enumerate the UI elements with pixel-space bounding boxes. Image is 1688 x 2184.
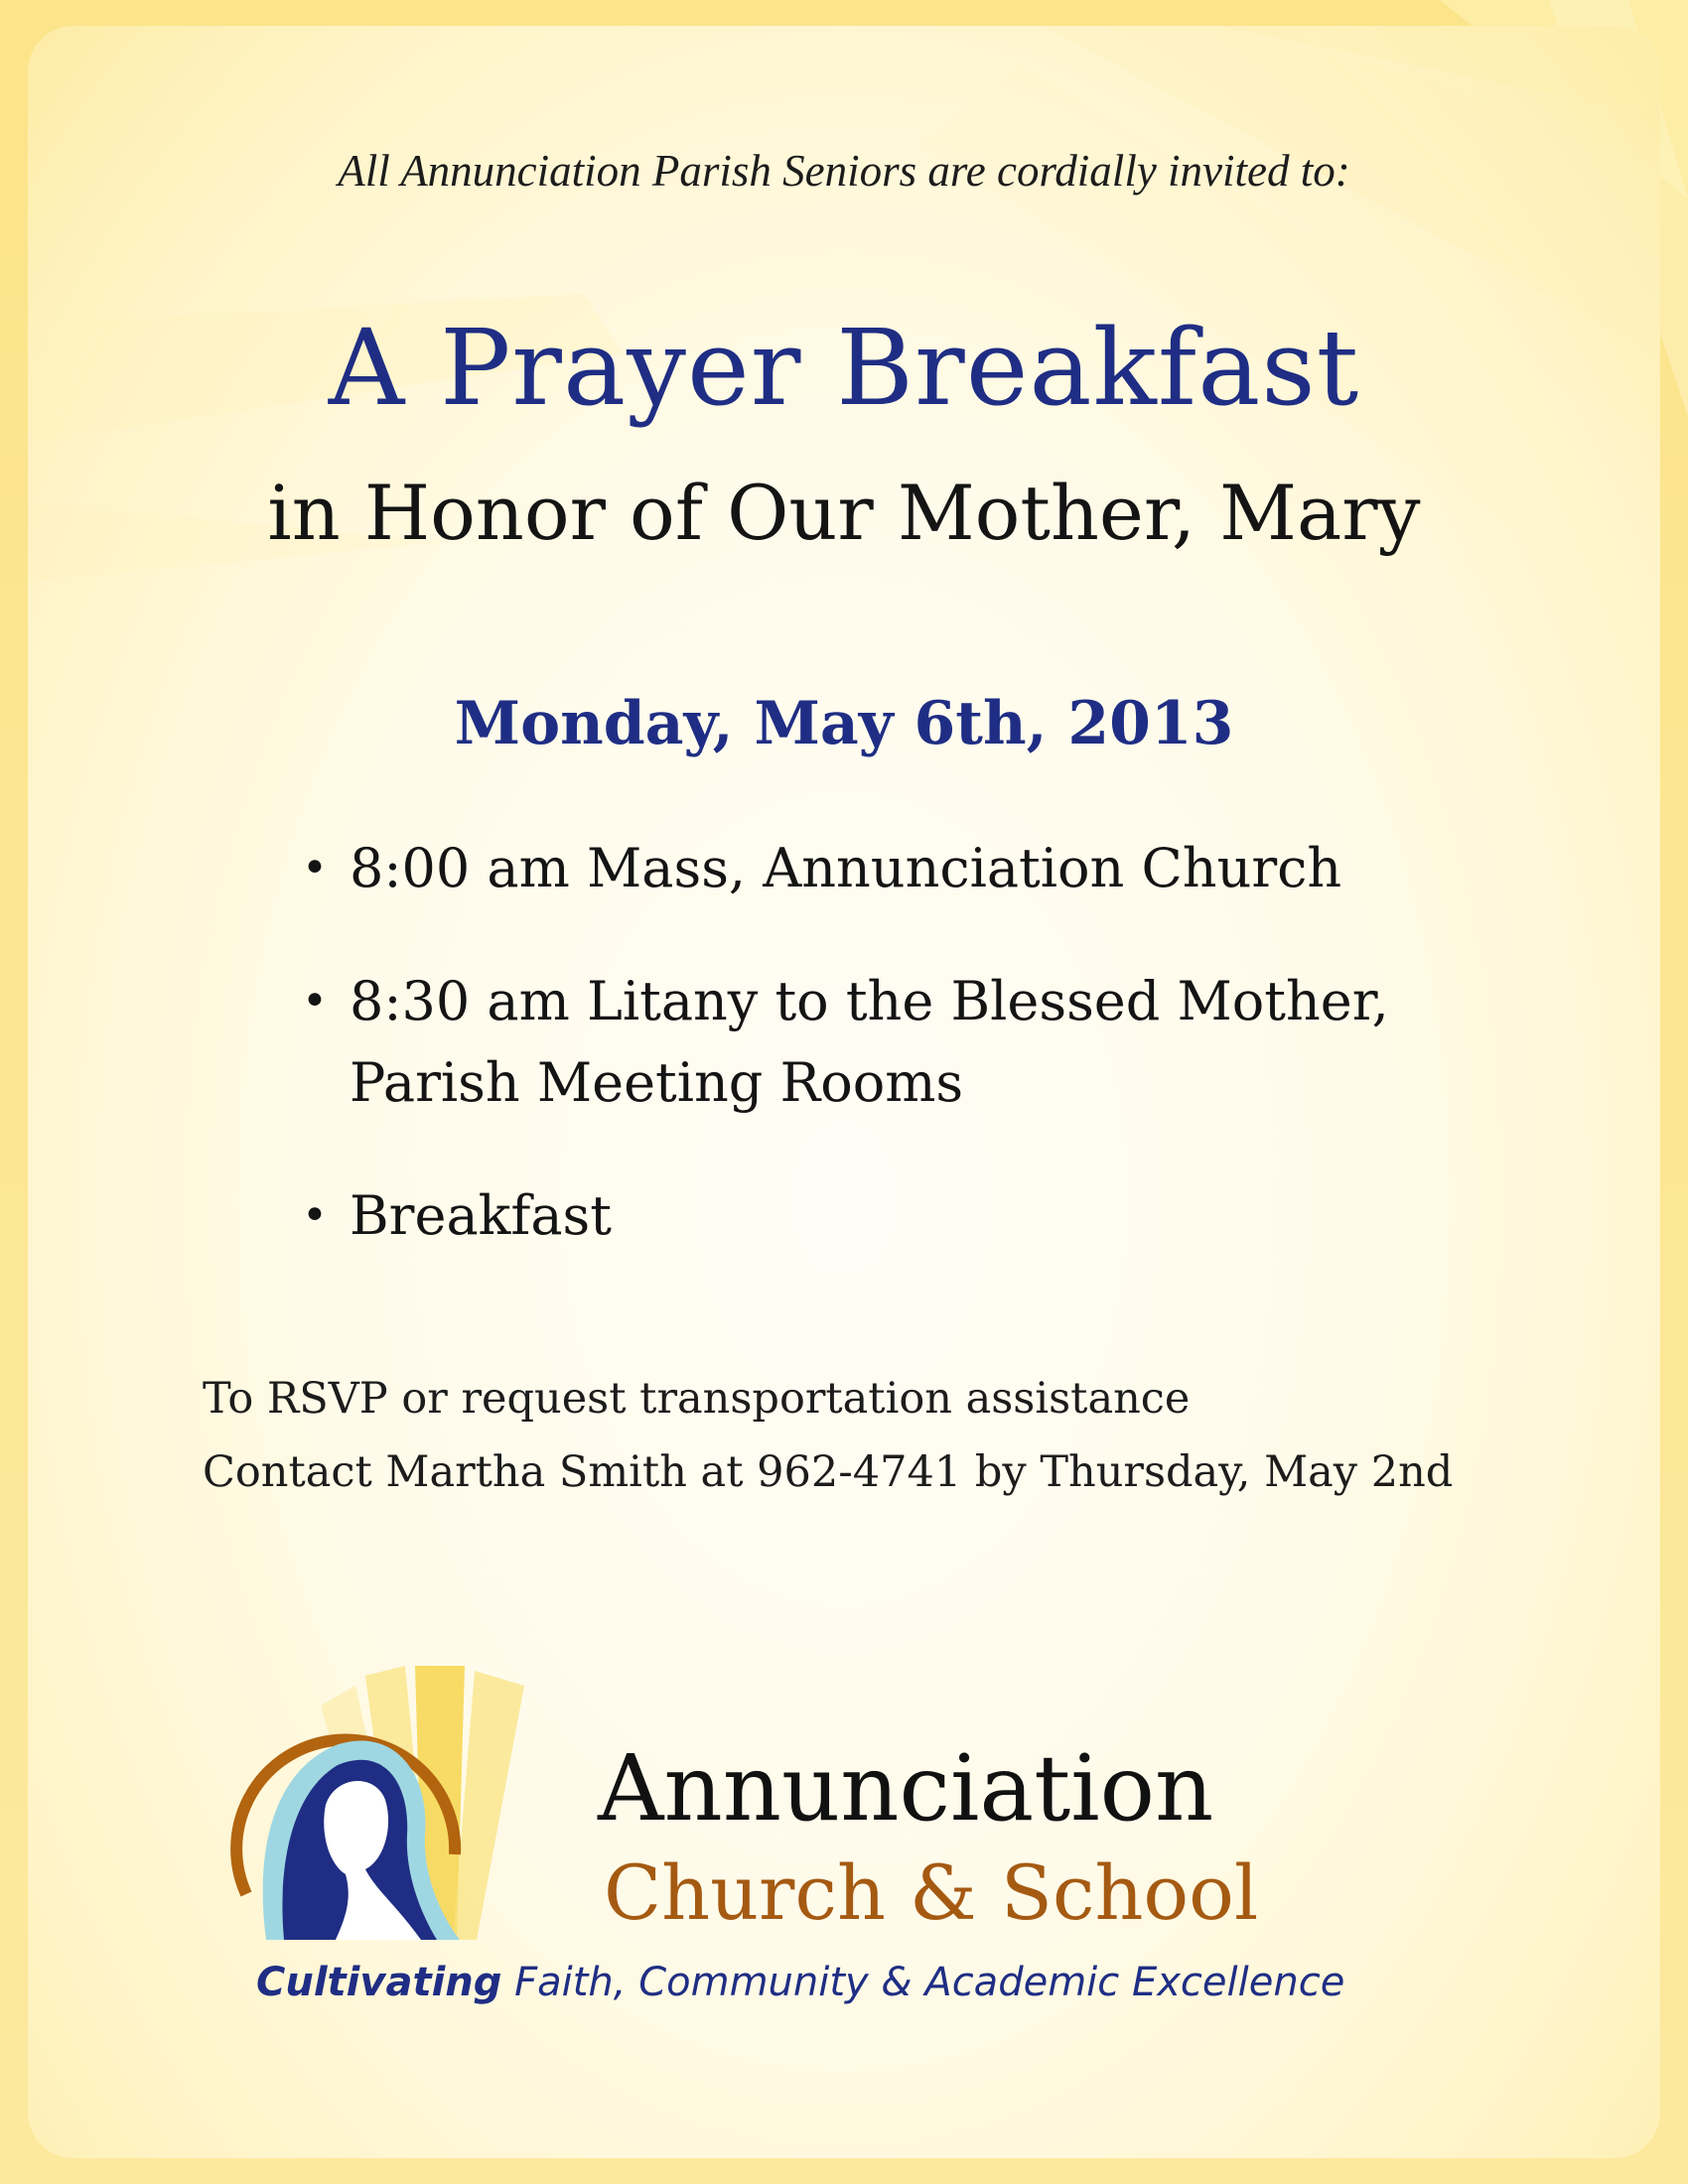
schedule-item-text: Breakfast [350,1184,612,1247]
schedule-item-breakfast [302,1175,1493,1257]
schedule-item-mass [302,828,1493,909]
tagline-emphasis: Cultivating [256,1960,502,2005]
contact-line: Contact Martha Smith at 962-4741 by Thursday, May 2nd [203,1447,1454,1497]
schedule-item-litany [302,961,1493,1124]
invitation-line: All Annunciation Parish Seniors are cordially invited to: [338,146,1350,196]
madonna-logo-icon [226,1666,554,1940]
schedule-list [302,828,1493,1308]
logo-subtitle: Church & School [604,1848,1259,1937]
schedule-item-text: 8:30 am Litany to the Blessed Mother, [350,970,1389,1032]
schedule-item-text: 8:00 am Mass, Annunciation Church [350,837,1342,899]
logo-tagline [256,1960,1344,2005]
tagline-rest: Faith, Community & Academic Excellence [501,1960,1345,2005]
schedule-item-location: Parish Meeting Rooms [350,1051,964,1114]
invitation-card [28,26,1660,2158]
event-title: A Prayer Breakfast [328,307,1360,429]
rsvp-line: To RSVP or request transportation assistance [203,1374,1191,1424]
rsvp-info [203,1362,1493,1509]
event-date: Monday, May 6th, 2013 [454,689,1234,758]
event-subtitle: in Honor of Our Mother, Mary [267,469,1421,557]
logo-name: Annunciation [598,1735,1214,1842]
